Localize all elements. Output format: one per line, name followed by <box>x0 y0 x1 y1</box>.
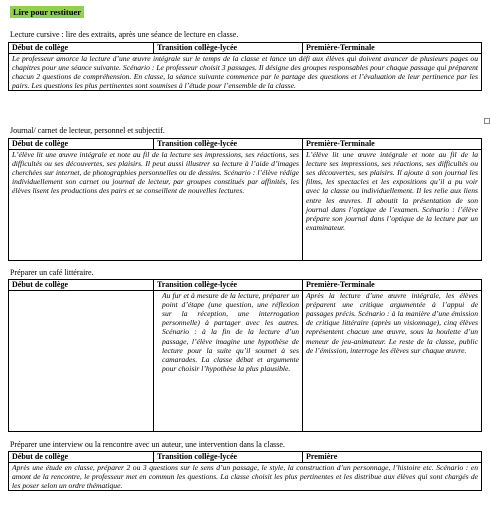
section4-header-col3: Première <box>303 452 482 463</box>
section3-header-col1: Début de collège <box>9 280 154 291</box>
section3-cell-col1 <box>9 290 154 431</box>
section2-header-col1: Début de collège <box>9 139 154 150</box>
section2-heading: Journal/ carnet de lecteur, personnel et subjectif. <box>10 126 165 135</box>
document-title: Lire pour restituer <box>10 6 84 18</box>
section4-row: Après une étude en classe, préparer 2 ou 3 questions sur le sens d’un passage, le style, la construction d’un personnage, l’histoire etc. Scénario : en amont de la rencontre, le professeur met en commun les questions. La classe choisit les plus pertinentes et les distribue aux élèves qui sont chargés de les poser selon un ordre thématique. <box>9 462 482 491</box>
section1-header-col1: Début de collège <box>9 43 154 54</box>
section1-table <box>8 42 482 91</box>
section4-heading: Préparer une interview ou la rencontre avec un auteur, une intervention dans la classe. <box>10 440 285 449</box>
section1-header-col3: Première-Terminale <box>303 43 482 54</box>
section3-header-col2: Transition collège-lycée <box>154 280 303 291</box>
section3-cell-col3: Après la lecture d’une œuvre intégrale, les élèves préparent une critique argumentée à l’appui de passages précis. Scénario : à la manière d’une émission de critique littéraire (après un visionnage), cinq élèves représentent chacun une œuvre, sous la houlette d’un meneur de jeu-animateur. Le reste de la classe, public de l’émission, interroge les élèves sur chaque œuvre. <box>303 290 482 431</box>
section4-header-col1: Début de collège <box>9 452 154 463</box>
section3-cell-col2: Au fur et à mesure de la lecture, préparer un point d’étape (une question, une réflexion sur la réception, une interrogation personnelle) à partager avec les autres. Scénario : à la fin de la lecture d’un passage, l’élève imagine une hypothèse de lecture pour la suite qu’il soumet à ses camarades. La classe débat et argumente pour choisir l’hypothèse la plus plausible. <box>154 290 303 431</box>
section2-cell-col1: L’élève lit une œuvre intégrale et note au fil de la lecture ses impressions, ses réactions, ses difficultés ou ses découvertes, ses plaisirs. Il peut aussi illustrer sa lecture à l’aide d’images cherchées sur internet, de photographies personnelles ou de dessins. Scénario : l’élève rédige individuellement son carnet ou journal de lecteur, par groupes constitués par affinités, les élèves lisent les productions des pairs et se conseillent de nouvelles lectures. <box>9 149 303 260</box>
section1-row: Le professeur amorce la lecture d’une œuvre intégrale sur le temps de la classe et lance un défi aux élèves qui doivent avancer de plusieurs pages ou chapitres pour une séance suivante. Scénario : Le professeur choisit 3 passages. Il désigne des groupes responsables pour chaque passage qui préparent chacun 2 questions de compréhension. En classe, la séance suivante commence par le partage des questions et l’évaluation de leur pertinence par les pairs. Les questions les plus pertinentes sont soumises à l’étude pour l’ensemble de la classe. <box>9 53 482 91</box>
section2-cell-col3: L’élève lit une œuvre intégrale et note au fil de la lecture ses impressions, ses réactions, ses difficultés ou ses découvertes, ses plaisirs. Il ajoute à son journal les films, les spectacles et les expositions qu’il a pu voir avec la classe ou individuellement. Il les relie aux liens entre les œuvres. Il aboutit la présentation de son journal dans l’optique de l’examen. Scénario : l’élève prépare son journal dans l’optique de la lecture par un examinateur. <box>303 149 482 260</box>
section2-header-col3: Première-Terminale <box>303 139 482 150</box>
section3-header-col3: Première-Terminale <box>303 280 482 291</box>
section2-header-col2: Transition collège-lycée <box>154 139 303 150</box>
section1-heading: Lecture cursive : lire des extraits, après une séance de lecture en classe. <box>10 30 239 39</box>
section4-table <box>8 451 482 491</box>
section3-table <box>8 279 482 432</box>
table-resize-handle[interactable] <box>484 118 490 124</box>
section2-table <box>8 138 482 261</box>
section4-header-col2: Transition collège-lycée <box>154 452 303 463</box>
section3-heading: Préparer un café littéraire. <box>10 268 94 277</box>
section1-header-col2: Transition collège-lycée <box>154 43 303 54</box>
